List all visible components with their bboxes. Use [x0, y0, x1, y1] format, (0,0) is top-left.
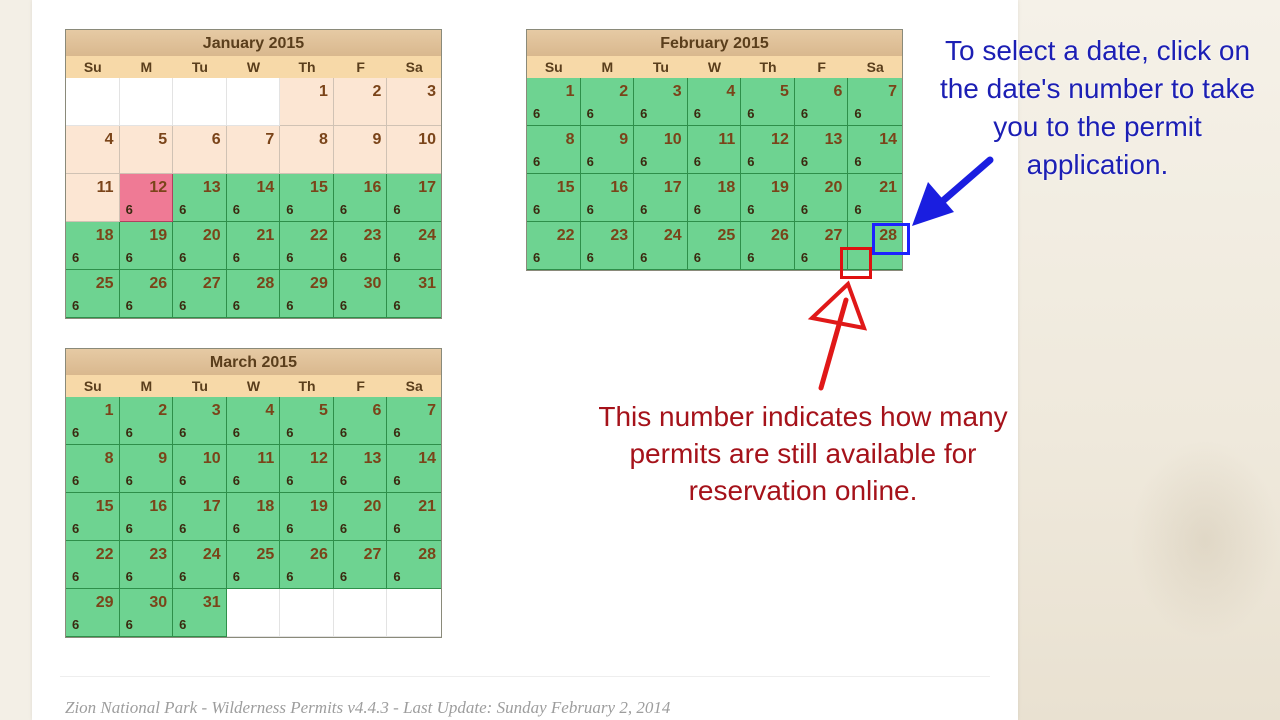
footer-divider — [60, 676, 990, 677]
day-number-link[interactable]: 31 — [202, 594, 221, 611]
day-number-link[interactable]: 23 — [149, 546, 168, 563]
weekday-label: Su — [83, 378, 102, 394]
day-number-link[interactable]: 17 — [202, 498, 221, 515]
day-number-link[interactable]: 12 — [310, 450, 328, 467]
day-number-link: 8 — [318, 131, 328, 148]
day-number-link[interactable]: 24 — [663, 227, 682, 244]
note-line: permits are still available for — [629, 438, 977, 469]
day-number-link[interactable]: 20 — [202, 227, 221, 244]
permits-available-count: 6 — [286, 298, 294, 313]
permits-available-count: 6 — [747, 106, 755, 121]
permits-available-count: 6 — [747, 154, 755, 169]
permits-available-count: 6 — [640, 250, 648, 265]
day-number-link[interactable]: 13 — [363, 450, 382, 467]
permits-available-count: 6 — [640, 154, 648, 169]
day-number-link: 7 — [265, 131, 275, 148]
permits-available-count: 6 — [232, 569, 240, 584]
permits-available-count: 6 — [854, 202, 862, 217]
permits-available-count: 6 — [339, 250, 348, 265]
weekday-label: Tu — [191, 59, 208, 75]
day-number-link[interactable]: 27 — [202, 275, 221, 292]
day-number-link[interactable]: 19 — [310, 498, 328, 515]
permits-available-count: 6 — [286, 202, 294, 217]
day-number-link[interactable]: 2 — [619, 83, 629, 100]
day-number-link: 11 — [96, 179, 114, 196]
day-number-link: 6 — [211, 131, 221, 148]
day-number-link[interactable]: 4 — [726, 83, 736, 100]
note-line: application. — [1026, 149, 1169, 180]
weekday-label: W — [246, 59, 261, 75]
permits-available-count: 6 — [800, 202, 809, 217]
permits-available-count: 6 — [747, 250, 755, 265]
permits-available-count: 6 — [179, 617, 187, 632]
day-number-link[interactable]: 16 — [610, 179, 629, 196]
permits-available-count: 6 — [232, 202, 240, 217]
permits-available-count: 6 — [586, 202, 594, 217]
day-number-link[interactable]: 4 — [265, 402, 275, 419]
day-number-link: 2 — [372, 83, 382, 100]
note-line: This number indicates how many — [598, 401, 1008, 432]
day-number-link[interactable]: 15 — [556, 179, 575, 196]
day-number-link[interactable]: 24 — [202, 546, 221, 563]
permits-available-count: 6 — [72, 521, 80, 536]
footer-text: Zion National Park - Wilderness Permits v4.4.3 - Last Update: Sunday February 2, 2014 — [65, 698, 671, 717]
day-number-link[interactable]: 16 — [149, 498, 168, 515]
day-number-link[interactable]: 13 — [824, 131, 843, 148]
day-number-link[interactable]: 12 — [771, 131, 789, 148]
day-number-link[interactable]: 25 — [256, 546, 275, 563]
day-number-link[interactable]: 15 — [310, 179, 328, 196]
weekday-label: Tu — [652, 59, 669, 75]
day-number-link: 10 — [418, 131, 436, 148]
permits-available-count: 6 — [72, 569, 80, 584]
day-number-link[interactable]: 25 — [717, 227, 736, 244]
weekday-label: M — [140, 59, 153, 75]
permits-available-count: 6 — [533, 106, 541, 121]
permits-available-count: 6 — [179, 425, 187, 440]
permits-available-count: 6 — [747, 202, 755, 217]
permits-available-count: 6 — [232, 521, 240, 536]
permits-available-count: 6 — [179, 473, 187, 488]
day-number-link[interactable]: 18 — [717, 179, 736, 196]
day-number-link[interactable]: 8 — [104, 450, 114, 467]
permits-available-count: 6 — [586, 250, 594, 265]
weekday-label: M — [601, 59, 614, 75]
weekday-label: Su — [83, 59, 102, 75]
weekday-label: Sa — [866, 59, 884, 75]
permits-available-count: 6 — [125, 617, 133, 632]
permits-available-count: 6 — [393, 521, 401, 536]
permits-available-count: 6 — [800, 250, 809, 265]
permits-available-count: 6 — [286, 521, 294, 536]
day-number-link[interactable]: 18 — [95, 227, 114, 244]
permits-available-count: 6 — [693, 250, 701, 265]
calendar-month-title: January 2015 — [66, 30, 441, 56]
permits-available-count: 6 — [854, 154, 862, 169]
day-number-link[interactable]: 23 — [610, 227, 629, 244]
day-number-link[interactable]: 17 — [663, 179, 682, 196]
day-number-link[interactable]: 7 — [427, 402, 436, 419]
day-number-link[interactable]: 3 — [672, 83, 682, 100]
day-number-link[interactable]: 16 — [363, 179, 382, 196]
day-number-link[interactable]: 10 — [202, 450, 221, 467]
permits-available-count: 6 — [693, 154, 701, 169]
permits-available-count: 6 — [533, 154, 541, 169]
day-number-link[interactable]: 22 — [310, 227, 328, 244]
weekday-label: Sa — [405, 59, 423, 75]
note-line: reservation online. — [688, 475, 918, 506]
day-number-link[interactable]: 30 — [149, 594, 168, 611]
day-number-link[interactable]: 18 — [256, 498, 275, 515]
calendar-month-title: March 2015 — [66, 349, 441, 375]
permits-available-count: 6 — [854, 106, 862, 121]
permits-available-count: 6 — [125, 298, 133, 313]
day-number-link[interactable]: 17 — [418, 179, 436, 196]
permits-available-count: 6 — [533, 250, 541, 265]
weekday-label: Su — [544, 59, 563, 75]
day-number-link[interactable]: 3 — [211, 402, 221, 419]
day-number-link[interactable]: 22 — [556, 227, 575, 244]
day-number-link[interactable]: 24 — [418, 227, 436, 244]
weekday-label: Th — [298, 378, 316, 394]
day-number-link[interactable]: 26 — [149, 275, 168, 292]
red-arrow-icon — [812, 284, 864, 388]
weekday-label: F — [356, 378, 365, 394]
permits-available-count: 6 — [393, 473, 401, 488]
permits-available-count: 6 — [286, 473, 294, 488]
day-number-link: 4 — [104, 131, 114, 148]
weekday-label: W — [246, 378, 261, 394]
day-number-link[interactable]: 31 — [418, 275, 436, 292]
permits-available-count: 6 — [586, 154, 594, 169]
day-number-link[interactable]: 21 — [418, 498, 436, 515]
note-line: the date's number to take — [939, 73, 1256, 104]
permits-available-count: 6 — [125, 569, 133, 584]
permits-available-count: 6 — [339, 521, 348, 536]
calendar-month-title: February 2015 — [527, 30, 902, 56]
weekday-label: Sa — [405, 378, 423, 394]
day-number-link[interactable]: 26 — [771, 227, 789, 244]
day-number-link[interactable]: 22 — [95, 546, 114, 563]
permits-available-count: 6 — [339, 569, 348, 584]
permits-available-count: 6 — [286, 425, 294, 440]
day-number-link[interactable]: 6 — [372, 402, 382, 419]
permits-available-count: 6 — [800, 106, 809, 121]
day-number-link[interactable]: 27 — [824, 227, 843, 244]
day-number-link[interactable]: 5 — [318, 402, 328, 419]
permits-available-count: 6 — [393, 425, 401, 440]
permits-available-count: 6 — [533, 202, 541, 217]
permits-available-count: 6 — [339, 298, 348, 313]
permits-available-count: 6 — [125, 473, 133, 488]
day-number-link[interactable]: 1 — [104, 402, 114, 419]
day-number-link[interactable]: 13 — [202, 179, 221, 196]
day-number-link[interactable]: 21 — [256, 227, 275, 244]
permits-available-count: 6 — [72, 298, 80, 313]
permits-available-count: 6 — [693, 106, 701, 121]
permits-available-count: 6 — [179, 202, 187, 217]
day-number-link[interactable]: 11 — [718, 131, 736, 148]
permits-available-count: 6 — [393, 250, 401, 265]
permits-available-count: 6 — [125, 521, 133, 536]
permits-available-count: 6 — [286, 569, 294, 584]
date-selection-instruction — [905, 32, 1280, 184]
permits-available-count: 6 — [125, 202, 133, 217]
day-number-link[interactable]: 14 — [879, 131, 897, 148]
permits-available-count: 6 — [286, 250, 294, 265]
weekday-label: Th — [759, 59, 777, 75]
day-number-link[interactable]: 21 — [879, 179, 897, 196]
day-number-link: 5 — [158, 131, 168, 148]
permits-available-count: 6 — [393, 298, 401, 313]
weekday-label: W — [707, 59, 722, 75]
permits-available-count: 6 — [72, 473, 80, 488]
day-number-link[interactable]: 28 — [418, 546, 436, 563]
day-number-link: 3 — [427, 83, 436, 100]
day-number-link[interactable]: 12 — [149, 179, 168, 196]
day-number-link[interactable]: 28 — [256, 275, 275, 292]
day-number-link[interactable]: 1 — [565, 83, 575, 100]
day-number-link: 1 — [318, 83, 328, 100]
permits-available-count: 6 — [179, 298, 187, 313]
permits-available-count: 6 — [232, 473, 240, 488]
day-number-link[interactable]: 14 — [256, 179, 275, 196]
day-number-link[interactable]: 9 — [158, 450, 168, 467]
day-number-link[interactable]: 20 — [824, 179, 843, 196]
day-number-link[interactable]: 19 — [149, 227, 168, 244]
weekday-label: F — [356, 59, 365, 75]
day-number-link: 9 — [372, 131, 382, 148]
permits-available-count: 6 — [125, 425, 133, 440]
permits-available-count: 6 — [179, 250, 187, 265]
availability-explanation — [560, 398, 1046, 509]
day-number-link[interactable]: 28 — [879, 227, 897, 244]
permits-available-count: 6 — [179, 569, 187, 584]
permits-available-count: 6 — [232, 425, 240, 440]
day-number-link[interactable]: 14 — [418, 450, 436, 467]
weekday-label: Tu — [191, 378, 208, 394]
weekday-label: Th — [298, 59, 316, 75]
day-number-link[interactable]: 19 — [771, 179, 789, 196]
permits-available-count: 6 — [640, 202, 648, 217]
day-number-link[interactable]: 25 — [95, 275, 114, 292]
permits-available-count: 6 — [393, 569, 401, 584]
day-number-link[interactable]: 20 — [363, 498, 382, 515]
day-number-link[interactable]: 10 — [663, 131, 682, 148]
permits-available-count: 6 — [232, 298, 240, 313]
permits-available-count: 6 — [339, 202, 348, 217]
permits-available-count: 6 — [800, 154, 809, 169]
note-line: you to the permit — [993, 111, 1202, 142]
day-number-link[interactable]: 26 — [310, 546, 328, 563]
permits-available-count: 6 — [586, 106, 594, 121]
permits-available-count: 6 — [640, 106, 648, 121]
permits-available-count: 6 — [125, 250, 133, 265]
day-number-link[interactable]: 8 — [565, 131, 575, 148]
permits-available-count: 6 — [339, 473, 348, 488]
permits-available-count: 6 — [693, 202, 701, 217]
weekday-label: F — [817, 59, 826, 75]
day-number-link[interactable]: 2 — [158, 402, 168, 419]
permits-available-count: 6 — [72, 425, 80, 440]
permits-available-count: 6 — [72, 617, 80, 632]
day-number-link[interactable]: 7 — [888, 83, 897, 100]
day-number-link[interactable]: 23 — [363, 227, 382, 244]
permits-available-count: 6 — [232, 250, 240, 265]
weekday-label: M — [140, 378, 153, 394]
day-number-link[interactable]: 29 — [95, 594, 114, 611]
day-number-link[interactable]: 6 — [833, 83, 843, 100]
permits-available-count: 6 — [72, 250, 80, 265]
day-number-link[interactable]: 29 — [310, 275, 328, 292]
day-number-link[interactable]: 9 — [619, 131, 629, 148]
day-number-link[interactable]: 5 — [779, 83, 789, 100]
note-line: To select a date, click on — [944, 35, 1251, 66]
day-number-link[interactable]: 27 — [363, 546, 382, 563]
day-number-link[interactable]: 30 — [363, 275, 382, 292]
permits-available-count: 6 — [179, 521, 187, 536]
permits-available-count: 6 — [339, 425, 348, 440]
permits-available-count: 6 — [393, 202, 401, 217]
day-number-link[interactable]: 15 — [95, 498, 114, 515]
day-number-link[interactable]: 11 — [257, 450, 275, 467]
